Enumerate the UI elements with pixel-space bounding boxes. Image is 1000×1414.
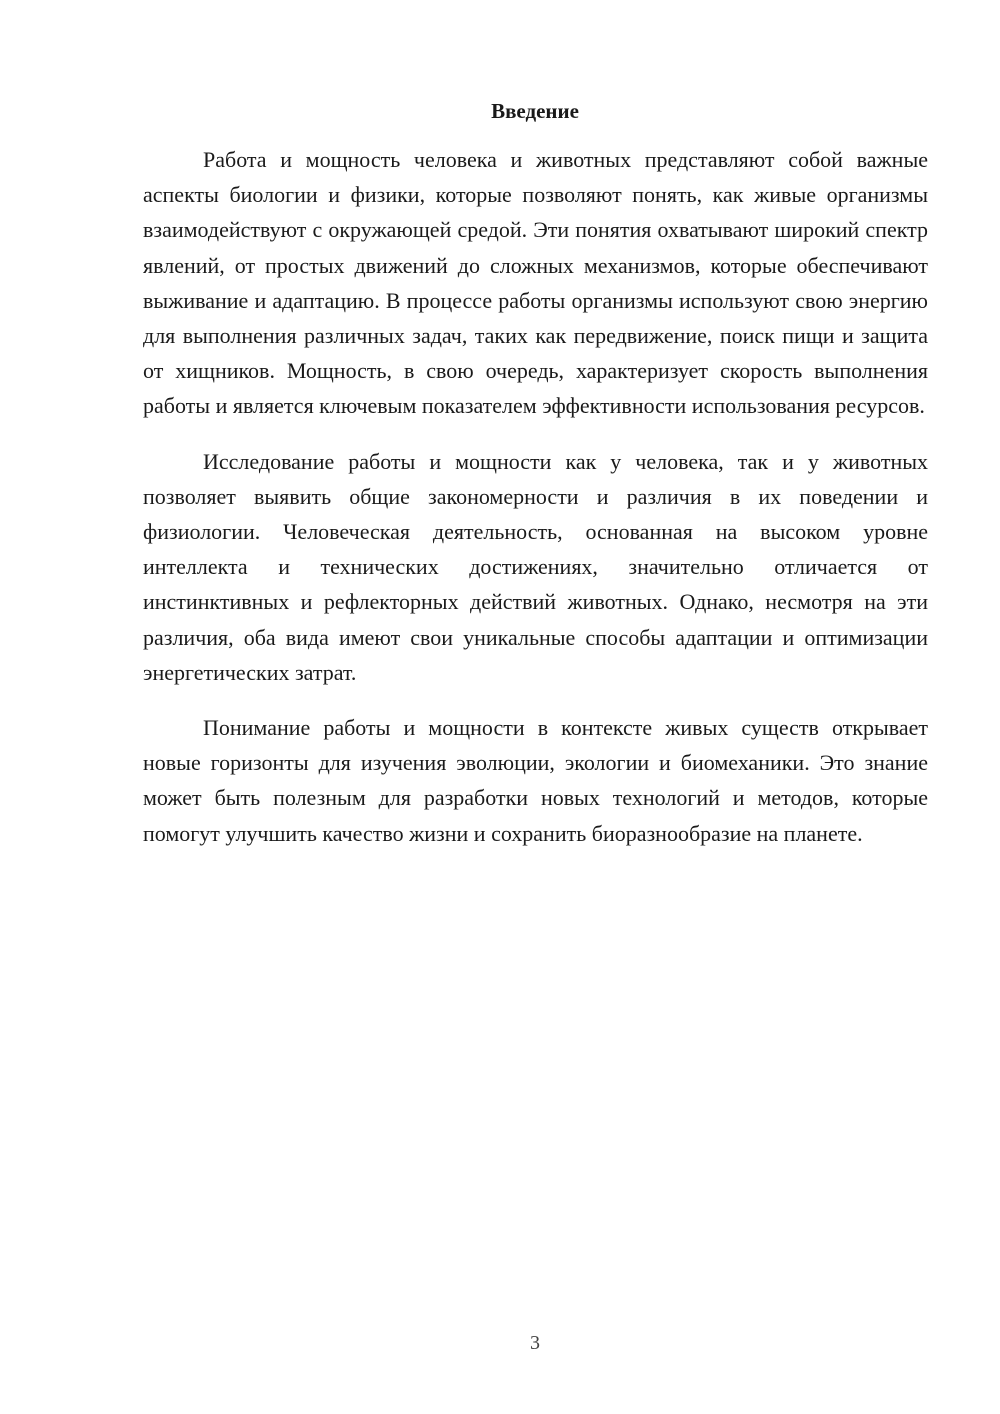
paragraph-2: Исследование работы и мощности как у человека, так и у животных позволяет выявить общие закономерности и различия в их поведении и физиологии. Человеческая деятельность, основанная на высоком уровне интеллекта и технических достижениях, значительно отличается от инстинктивных и рефлекторных действий животных. Однако, несмотря на эти различия, оба вида имеют свои уникальные способы адаптации и оптимизации энергетических затрат.: [143, 448, 928, 685]
page-number: 3: [530, 1332, 540, 1354]
body-text: [143, 142, 928, 871]
paragraph-3: Понимание работы и мощности в контексте живых существ открывает новые горизонты для изучения эволюции, экологии и биомеханики. Это знание может быть полезным для разработки новых технологий и методов, которые помогут улучшить качество жизни и сохранить биоразнообразие на планете.: [143, 715, 928, 846]
paragraph-1: Работа и мощность человека и животных представляют собой важные аспекты биологии и физики, которые позволяют понять, как живые организмы взаимодействуют с окружающей средой. Эти понятия охватывают широкий спектр явлений, от простых движений до сложных механизмов, которые обеспечивают выживание и адаптацию. В процессе работы организмы используют свою энергию для выполнения различных задач, таких как передвижение, поиск пищи и защита от хищников. Мощность, в свою очередь, характеризует скорость выполнения работы и является ключевым показателем эффективности использования ресурсов.: [143, 147, 928, 419]
section-heading: Введение: [491, 99, 579, 123]
